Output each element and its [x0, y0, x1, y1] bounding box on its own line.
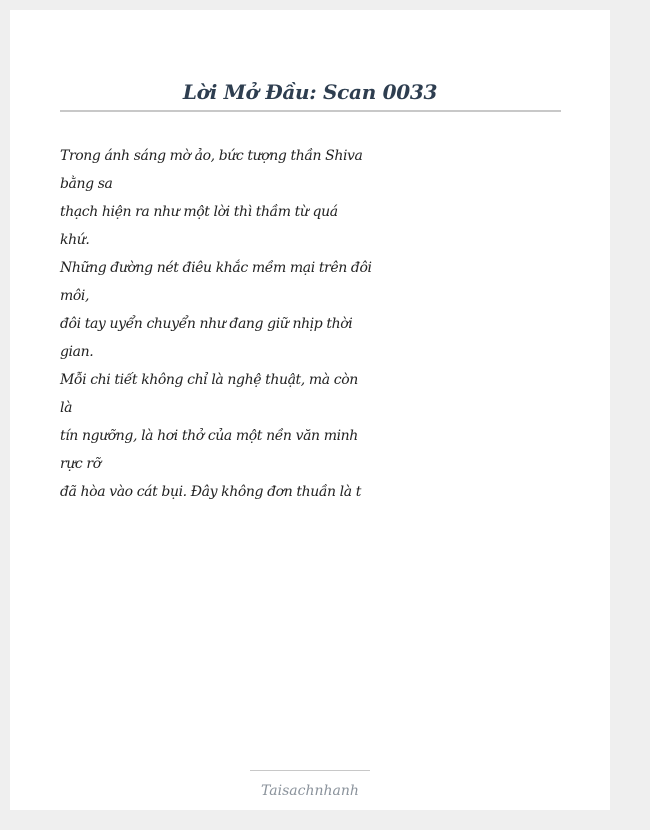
body-line: Mỗi chi tiết không chỉ là nghệ thuật, mà còn: [60, 372, 358, 388]
body-line: rực rỡ: [60, 456, 101, 472]
body-line: thạch hiện ra như một lời thì thầm từ quá: [60, 204, 338, 220]
page-title: Lời Mở Đầu: Scan 0033: [182, 80, 438, 104]
title-divider: [60, 110, 561, 112]
body-line: đã hòa vào cát bụi. Đây không đơn thuần là t: [60, 484, 361, 500]
body-line: Trong ánh sáng mờ ảo, bức tượng thần Shiva: [60, 148, 363, 164]
footer-brand: Taisachnhanh: [261, 783, 359, 799]
body-text: [60, 142, 372, 506]
body-line: môi,: [60, 288, 90, 304]
body-line: gian.: [60, 344, 94, 360]
document-page: [10, 10, 610, 810]
body-line: khứ.: [60, 232, 90, 248]
body-line: đôi tay uyển chuyển như đang giữ nhịp thời: [60, 316, 353, 332]
body-line: bằng sa: [60, 176, 113, 192]
footer-divider: [250, 770, 370, 771]
body-line: là: [60, 400, 73, 416]
body-line: tín ngưỡng, là hơi thở của một nền văn minh: [60, 428, 358, 444]
body-line: Những đường nét điêu khắc mềm mại trên đôi: [60, 260, 372, 276]
